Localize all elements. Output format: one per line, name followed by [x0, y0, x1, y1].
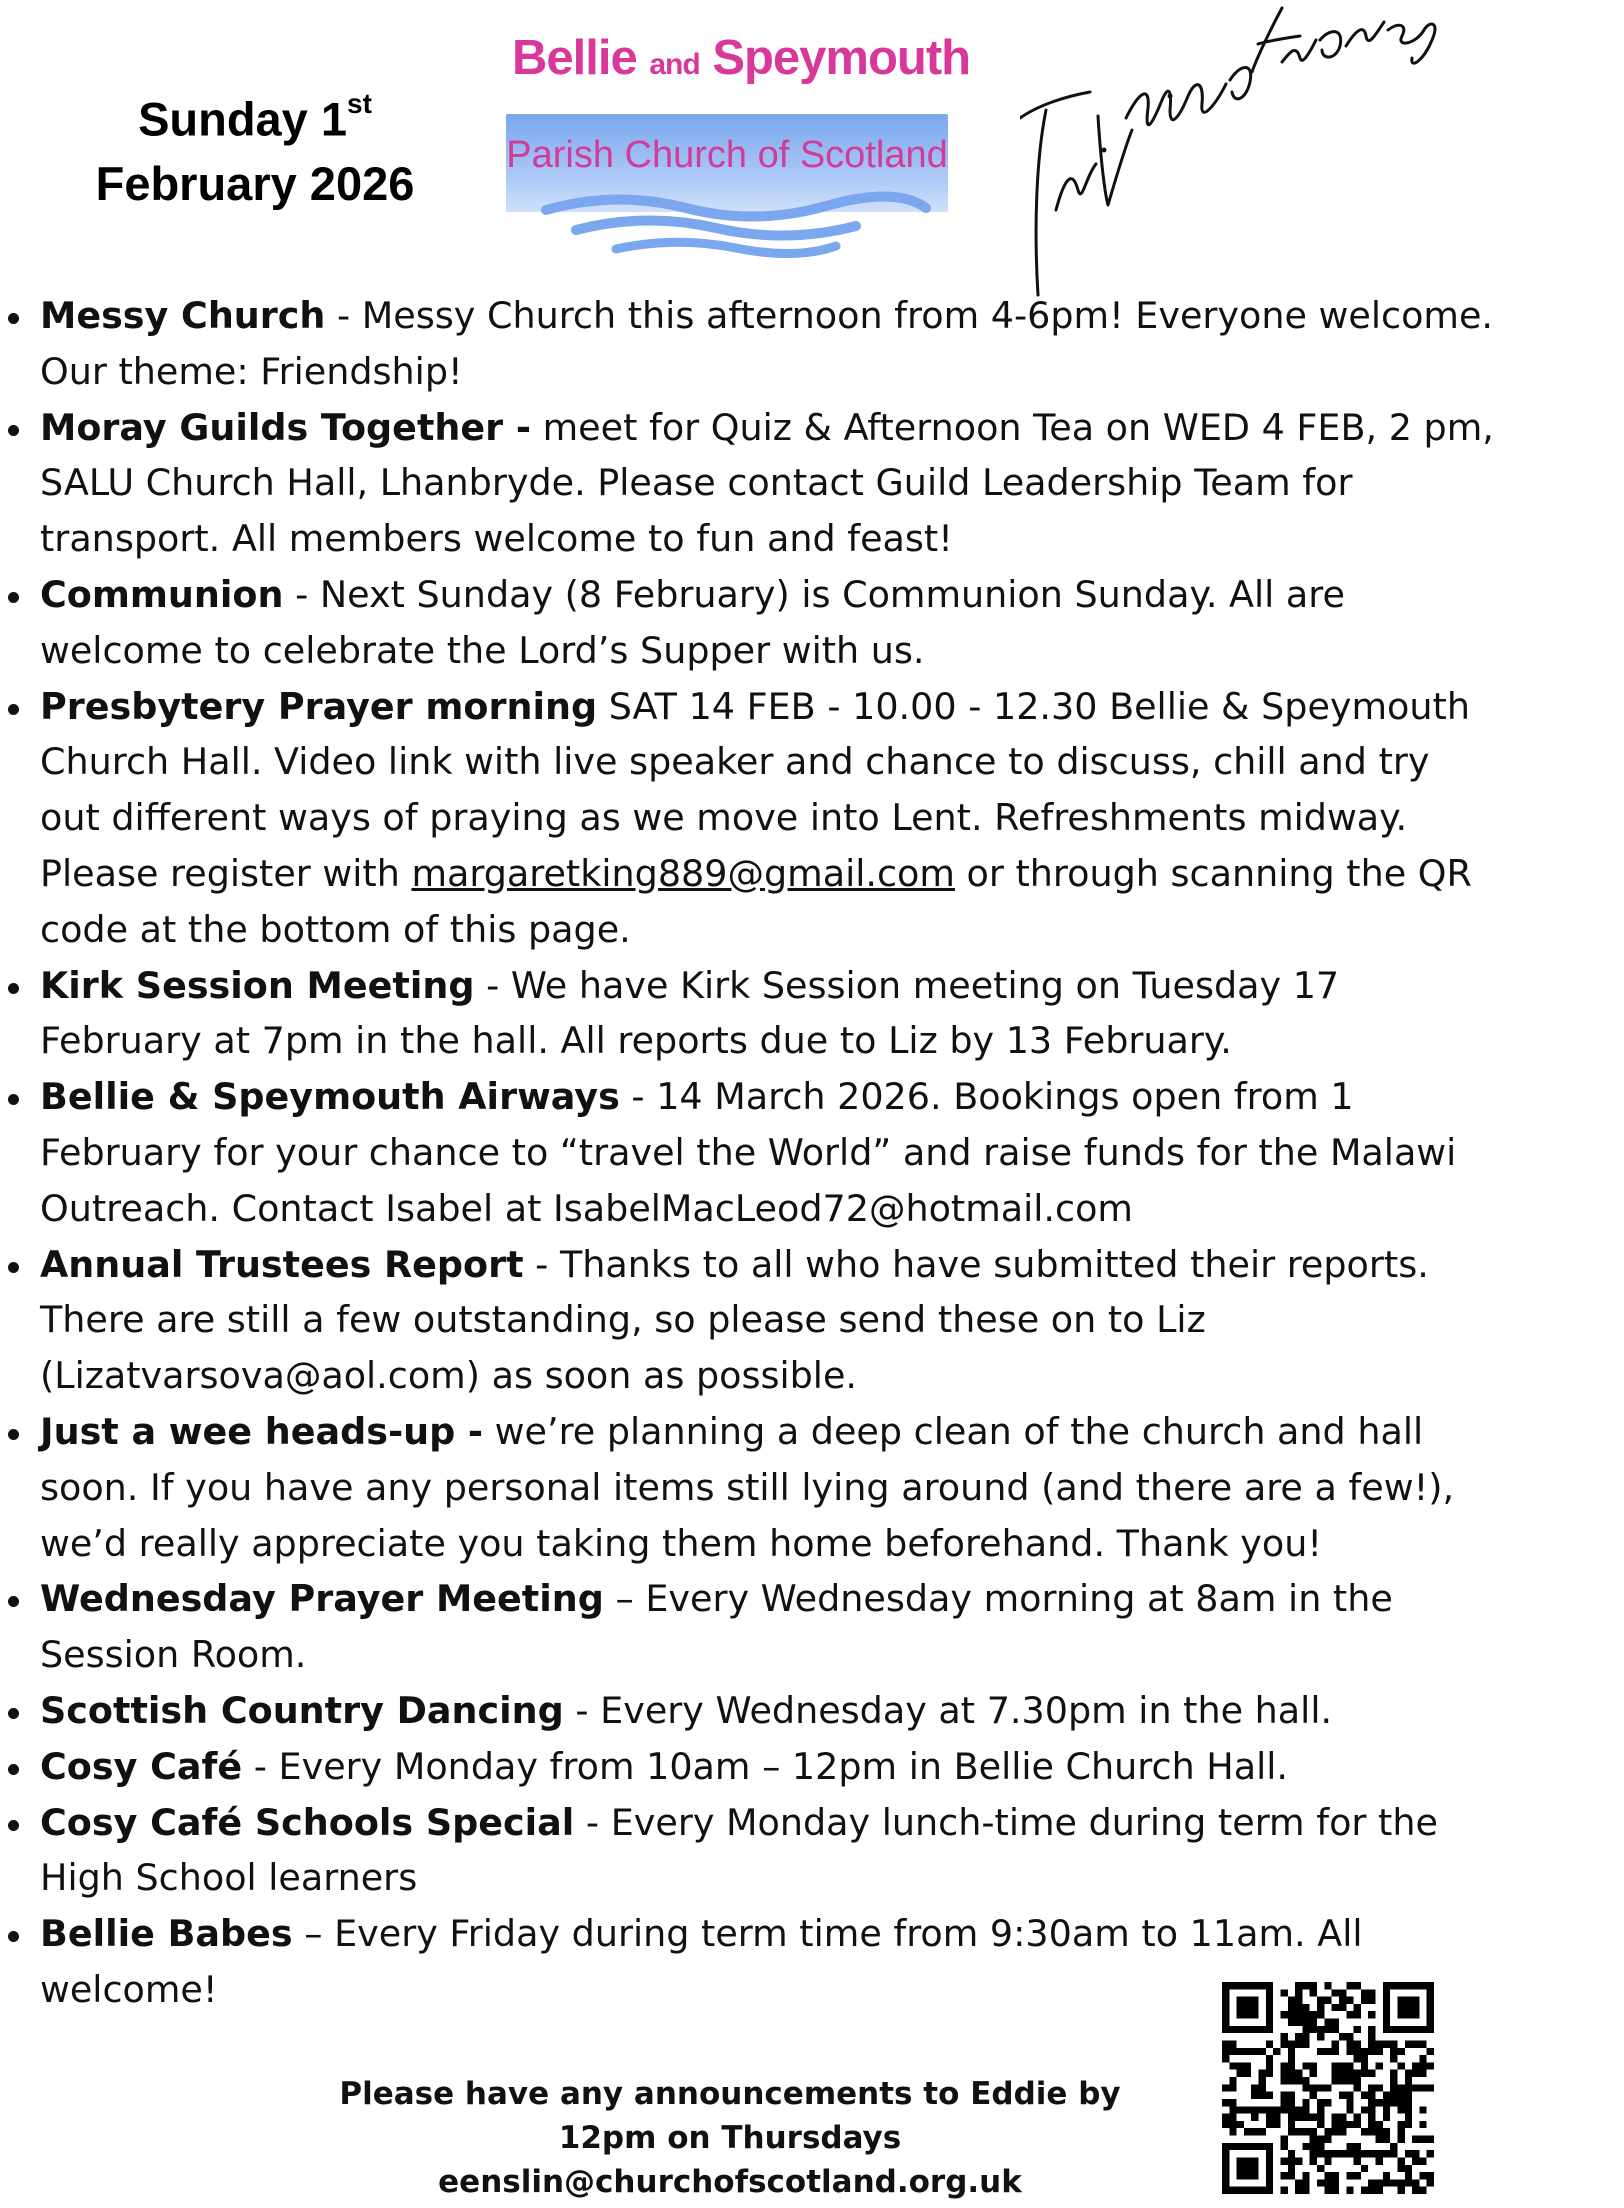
item-title: Messy Church [40, 294, 326, 337]
item-text: Next Sunday (8 February) is Communion Sunday. All are welcome to celebrate the Lord’s Supper with us. [40, 572, 1345, 672]
list-item: Cosy Café - Every Monday from 10am – 12pm in Bellie Church Hall. [0, 1739, 1500, 1795]
item-title: Bellie & Speymouth Airways [40, 1075, 620, 1119]
date-suffix: st [347, 88, 372, 119]
qr-code-icon[interactable] [1222, 1982, 1434, 2194]
item-text: 14 March 2026. Bookings open from 1 February for your chance to “travel the World” and raise funds for the Malawi Outreach. Contact Isabel at IsabelMacLeod72@hotmail.com [40, 1075, 1457, 1230]
logo-subtitle: Parish Church of Scotland [506, 134, 948, 176]
item-text: Every Friday during term time from 9:30am to 11am. All welcome! [40, 1912, 1363, 2011]
item-text: we’re planning a deep clean of the church and hall soon. If you have any personal items still lying around (and there are a few!), we’d really appreciate you taking them home beforehand. Thank you! [40, 1409, 1455, 1565]
item-title: Just a wee heads-up - [40, 1409, 484, 1453]
item-title: Scottish Country Dancing [40, 1688, 564, 1732]
list-item [0, 400, 1500, 567]
item-text: SAT 14 FEB - 10.00 - 12.30 Bellie & Speymouth Church Hall. Video link with live speaker and chance to discuss, chill and try out different ways of praying as we move into Lent. Refreshments midway. Please register with [40, 684, 1470, 895]
footer-email[interactable]: eenslin@churchofscotland.org.uk [438, 2164, 1022, 2200]
list-item: Messy Church - Messy Church this afternoon from 4-6pm! Everyone welcome. Our theme: Friendship! [0, 288, 1500, 400]
item-title: Communion [40, 572, 284, 616]
logo-waves-icon [506, 182, 948, 262]
list-item [0, 679, 1500, 958]
item-title: Cosy Café [40, 1744, 243, 1788]
intimations-script-title [1020, 0, 1450, 300]
item-text: Messy Church this afternoon from 4-6pm! Everyone welcome. Our theme: Friendship! [40, 294, 1494, 393]
intimations-list [0, 288, 1500, 2018]
item-text: Every Wednesday at 7.30pm in the hall. [600, 1688, 1333, 1732]
item-text: Every Wednesday morning at 8am in the Session Room. [40, 1577, 1393, 1677]
list-item: Cosy Café Schools Special - Every Monday lunch-time during term for the High School learners [0, 1795, 1500, 1907]
item-title: Wednesday Prayer Meeting [40, 1577, 604, 1621]
list-item: Communion - Next Sunday (8 February) is Communion Sunday. All are welcome to celebrate the Lord’s Supper with us. [0, 567, 1500, 679]
item-title: Presbytery Prayer morning [40, 684, 598, 728]
list-item: Bellie Babes – Every Friday during term time from 9:30am to 11am. All welcome! [0, 1906, 1500, 2018]
item-text: Every Monday lunch-time during term for the High School learners [40, 1800, 1438, 1900]
service-date [40, 78, 470, 216]
item-title: Annual Trustees Report [40, 1242, 524, 1286]
list-item: Bellie & Speymouth Airways - 14 March 2026. Bookings open from 1 February for your chance to “travel the World” and raise funds for the Malawi Outreach. Contact Isabel at IsabelMacLeod72@hotmail.com [0, 1069, 1500, 1236]
logo-church-name: Bellie and Speymouth [512, 31, 971, 85]
item-text: We have Kirk Session meeting on Tuesday 17 February at 7pm in the hall. All reports due to Liz by 13 February. [40, 963, 1340, 1063]
footer-note [260, 2072, 1200, 2204]
item-title: Bellie Babes [40, 1912, 293, 1956]
list-item: Annual Trustees Report - Thanks to all who have submitted their reports. There are still a few outstanding, so please send these on to Liz (Lizatvarsova@aol.com) as soon as possible. [0, 1237, 1500, 1404]
church-logo [492, 22, 971, 260]
date-line-2: February 2026 [95, 156, 415, 210]
item-text: meet for Quiz & Afternoon Tea on WED 4 FEB, 2 pm, SALU Church Hall, Lhanbryde. Please contact Guild Leadership Team for transport. All members welcome to fun and feast! [40, 405, 1494, 561]
footer-line-2: 12pm on Thursdays [558, 2120, 902, 2156]
email-link[interactable]: margaretking889@gmail.com [411, 851, 955, 895]
list-item: Kirk Session Meeting - We have Kirk Session meeting on Tuesday 17 February at 7pm in the hall. All reports due to Liz by 13 February. [0, 958, 1500, 1070]
item-title: Moray Guilds Together - [40, 405, 531, 449]
date-line-1: Sunday 1st [138, 88, 372, 146]
list-item: Wednesday Prayer Meeting – Every Wednesday morning at 8am in the Session Room. [0, 1571, 1500, 1683]
item-text: Thanks to all who have submitted their reports. There are still a few outstanding, so please send these on to Liz (Lizatvarsova@aol.com) as soon as possible. [40, 1242, 1429, 1398]
item-title: Cosy Café Schools Special [40, 1800, 575, 1844]
footer-line-1: Please have any announcements to Eddie by [339, 2076, 1121, 2112]
list-item [0, 1404, 1500, 1571]
item-title: Kirk Session Meeting [40, 963, 475, 1007]
item-text: Every Monday from 10am – 12pm in Bellie Church Hall. [278, 1744, 1289, 1788]
item-text-after: or through scanning the QR code at the bottom of this page. [40, 851, 1472, 951]
list-item: Scottish Country Dancing - Every Wednesday at 7.30pm in the hall. [0, 1683, 1500, 1739]
